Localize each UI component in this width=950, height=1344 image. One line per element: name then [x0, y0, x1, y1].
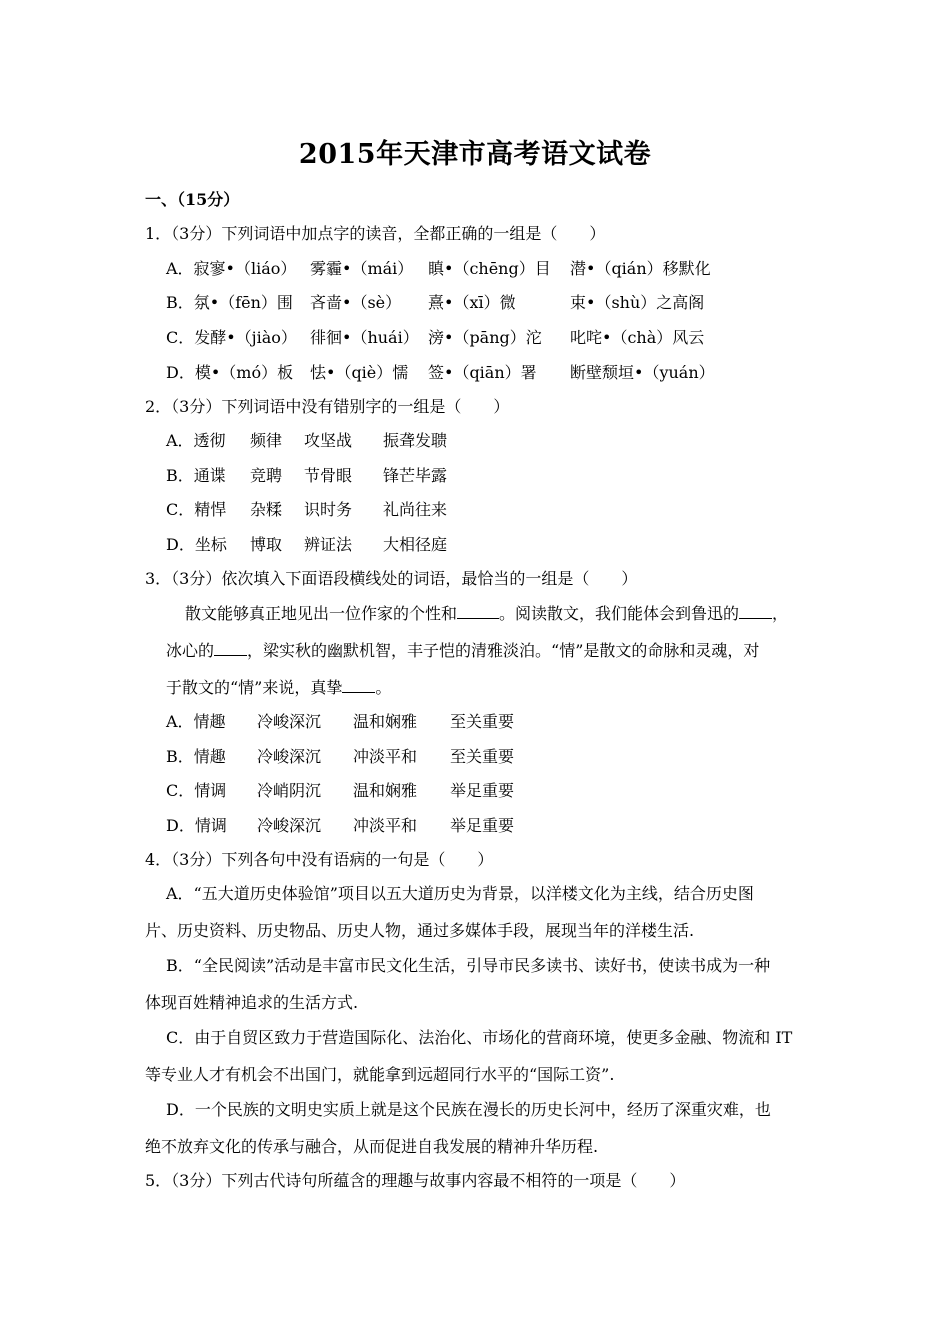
- question-2-option-b: [166, 466, 447, 486]
- fill-blank-2: [739, 604, 772, 619]
- option-word: 雾霾•（mái）: [310, 259, 414, 278]
- option-word: 潜•（qián）移默化: [570, 259, 711, 278]
- option-word: 断壁颓垣•（yuán）: [570, 363, 715, 382]
- option-word: 节骨眼: [304, 466, 353, 485]
- option-word: 签•（qiān）署: [428, 363, 537, 382]
- option-word: 怯•（qiè）懦: [310, 363, 409, 382]
- option-word: 礼尚往来: [383, 500, 448, 519]
- option-word: C．情调: [166, 781, 227, 800]
- option-word: B．氛•（fēn）围: [166, 293, 293, 312]
- option-word: 熹•（xī）微: [428, 293, 516, 312]
- question-3-option-a: [166, 712, 514, 732]
- question-2-option-d: [166, 535, 447, 555]
- option-word: 冷峻深沉: [257, 712, 322, 731]
- question-5-stem: 5．（3分）下列古代诗句所蕴含的理趣与故事内容最不相符的一项是（ ）: [145, 1171, 686, 1190]
- fill-blank-3: [214, 641, 247, 656]
- question-3-passage-line-1: [185, 604, 788, 624]
- question-3-passage-line-2: [166, 641, 759, 661]
- section-heading: 一、（15分）: [145, 190, 240, 209]
- passage-text: ，: [772, 604, 789, 623]
- option-word: 温和娴雅: [353, 712, 418, 731]
- option-word: 冷峭阴沉: [257, 781, 322, 800]
- option-word: 识时务: [304, 500, 353, 519]
- option-word: 攻坚战: [304, 431, 353, 450]
- option-word: 吝啬•（sè）: [310, 293, 402, 312]
- option-word: A．情趣: [166, 712, 226, 731]
- question-3-option-d: [166, 816, 514, 836]
- option-word: D．模•（mó）板: [166, 363, 294, 382]
- option-word: 竞聘: [250, 466, 283, 485]
- option-word: D．情调: [166, 816, 227, 835]
- option-word: 温和娴雅: [353, 781, 418, 800]
- option-word: 举足重要: [450, 781, 515, 800]
- question-1-option-b: [166, 293, 704, 313]
- question-4-option-c: C．由于自贸区致力于营造国际化、法治化、市场化的营商环境，使更多金融、物流和 IT: [166, 1028, 793, 1047]
- option-word: C．发酵•（jiào）: [166, 328, 297, 347]
- question-1-stem: 1．（3分）下列词语中加点字的读音，全都正确的一组是（ ）: [145, 224, 606, 243]
- question-3-option-b: [166, 747, 514, 767]
- question-4-option-a-cont: 片、历史资料、历史物品、历史人物，通过多媒体手段，展现当年的洋楼生活.: [145, 921, 695, 940]
- passage-text: 。阅读散文，我们能体会到鲁迅的: [499, 604, 740, 623]
- question-4-option-b: B．“全民阅读”活动是丰富市民文化生活，引导市民多读书、读好书，使读书成为一种: [166, 956, 771, 975]
- question-2-stem: 2．（3分）下列词语中没有错别字的一组是（ ）: [145, 397, 510, 416]
- question-1-option-d: [166, 363, 715, 383]
- option-word: 辨证法: [304, 535, 353, 554]
- question-1-option-a: [166, 259, 711, 279]
- option-word: A．透彻: [166, 431, 226, 450]
- option-word: 冷峻深沉: [257, 816, 322, 835]
- question-3-passage-line-3: [166, 678, 391, 698]
- question-2-option-a: [166, 431, 447, 451]
- question-4-option-b-cont: 体现百姓精神追求的生活方式.: [145, 993, 359, 1012]
- option-word: 锋芒毕露: [383, 466, 448, 485]
- question-1-option-c: [166, 328, 704, 348]
- option-word: B．情趣: [166, 747, 226, 766]
- passage-text: 冰心的: [166, 641, 215, 660]
- option-word: 振聋发聩: [383, 431, 448, 450]
- option-word: 至关重要: [450, 712, 515, 731]
- option-word: 博取: [250, 535, 283, 554]
- question-4-stem: 4．（3分）下列各句中没有语病的一句是（ ）: [145, 850, 494, 869]
- option-word: 杂糅: [250, 500, 283, 519]
- passage-text: 。: [375, 678, 392, 697]
- option-word: 至关重要: [450, 747, 515, 766]
- option-word: 频律: [250, 431, 283, 450]
- option-word: A．寂寥•（liáo）: [166, 259, 297, 278]
- option-word: 冷峻深沉: [257, 747, 322, 766]
- question-4-option-a: A．“五大道历史体验馆”项目以五大道历史为背景，以洋楼文化为主线，结合历史图: [166, 884, 754, 903]
- option-word: C．精悍: [166, 500, 227, 519]
- option-word: 冲淡平和: [353, 747, 418, 766]
- option-word: 瞋•（chēng）目: [428, 259, 551, 278]
- fill-blank-1: [457, 604, 499, 619]
- question-3-option-c: [166, 781, 514, 801]
- passage-text: ，梁实秋的幽默机智，丰子恺的清雅淡泊。“情”是散文的命脉和灵魂，对: [247, 641, 760, 660]
- question-4-option-d: D．一个民族的文明史实质上就是这个民族在漫长的历史长河中，经历了深重灾难，也: [166, 1100, 771, 1119]
- option-word: D．坐标: [166, 535, 227, 554]
- passage-text: 散文能够真正地见出一位作家的个性和: [185, 604, 458, 623]
- option-word: 冲淡平和: [353, 816, 418, 835]
- option-word: B．通谍: [166, 466, 226, 485]
- option-word: 滂•（pāng）沱: [428, 328, 542, 347]
- option-word: 徘徊•（huái）: [310, 328, 419, 347]
- option-word: 叱咤•（chà）风云: [570, 328, 705, 347]
- passage-text: 于散文的“情”来说，真挚: [166, 678, 343, 697]
- question-4-option-d-cont: 绝不放弃文化的传承与融合，从而促进自我发展的精神升华历程.: [145, 1137, 599, 1156]
- fill-blank-4: [342, 678, 375, 693]
- option-word: 举足重要: [450, 816, 515, 835]
- page-title: 2015年天津市高考语文试卷: [298, 139, 652, 170]
- option-word: 束•（shù）之高阁: [570, 293, 705, 312]
- option-word: 大相径庭: [383, 535, 448, 554]
- question-2-option-c: [166, 500, 447, 520]
- question-3-stem: 3．（3分）依次填入下面语段横线处的词语，最恰当的一组是（ ）: [145, 569, 638, 588]
- question-4-option-c-cont: 等专业人才有机会不出国门，就能拿到远超同行水平的“国际工资”.: [145, 1065, 615, 1084]
